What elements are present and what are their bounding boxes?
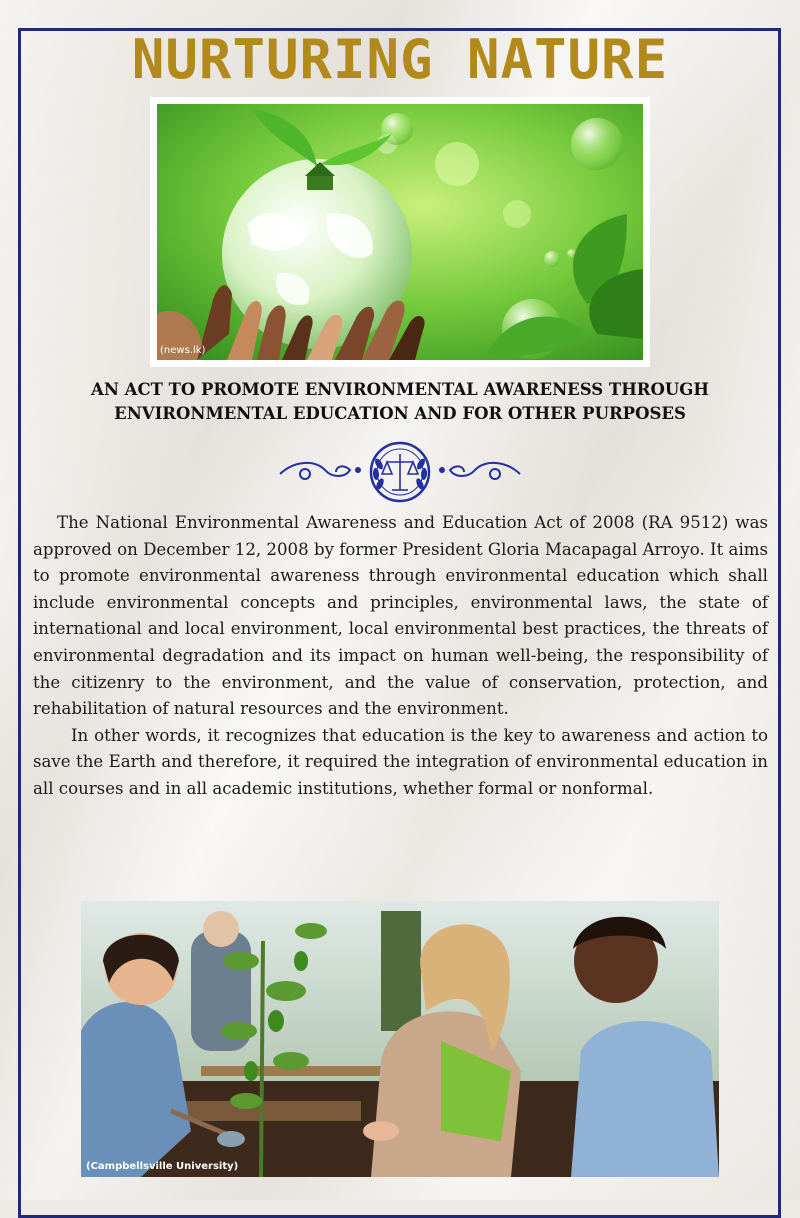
scale-emblem-icon xyxy=(371,443,429,501)
justice-scale-ornament xyxy=(270,440,530,504)
poster-title: NURTURING NATURE xyxy=(131,28,669,91)
bottom-image-caption: (Campbellsville University) xyxy=(86,1161,239,1172)
top-image-frame xyxy=(150,97,650,367)
globe-hands-image xyxy=(157,104,643,360)
act-heading: AN ACT TO PROMOTE ENVIRONMENTAL AWARENESS THROUGH ENVIRONMENTAL EDUCATION AND FOR OTHER PURPOSES xyxy=(91,380,709,423)
gardening-photo xyxy=(81,901,719,1177)
top-image-caption: (news.lk) xyxy=(160,345,206,356)
paragraph-2: In other words, it recognizes that education is the key to awareness and action to save the Earth and therefore, it required the integration of environmental education in all courses and in all academic institutions, whether formal or nonformal. xyxy=(33,725,768,798)
body-text xyxy=(33,510,768,803)
paragraph-1: The National Environmental Awareness and Education Act of 2008 (RA 9512) was approved on December 12, 2008 by former President Gloria Macapagal Arroyo. It aims to promote environmental awareness through environmental education which shall include environmental concepts and principles, environmental laws, the state of international and local environment, local environmental best practices, the threats of environmental degradation and its impact on human well-being, the responsibility of the citizenry to the environment, and the value of conservation, protection, and rehabilitation of natural resources and the environment. xyxy=(33,513,768,719)
